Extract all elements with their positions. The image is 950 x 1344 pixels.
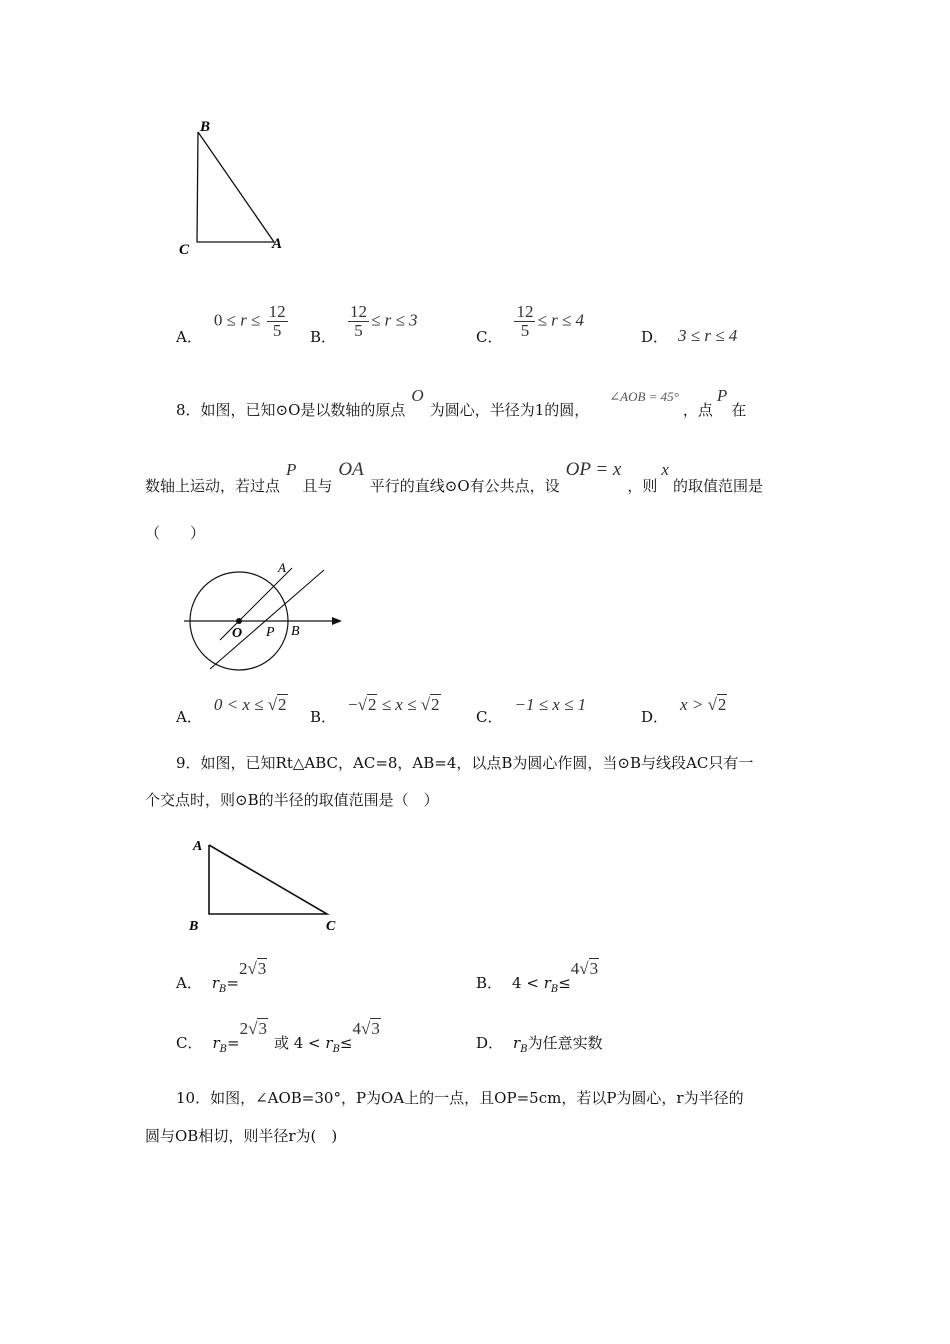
fig9-label-b: B [189,919,199,934]
q8-sym-p2: P [286,460,297,479]
q9-d-sub: B [520,1044,528,1055]
q9-c-value2 [353,1019,381,1038]
q9-option-d-letter: D． [476,1034,504,1052]
fig7-label-b: B [200,119,211,135]
q8-text-1a: 8．如图，已知⊙O是以数轴的原点 [176,401,406,419]
q8-sym-o: O [411,386,424,405]
q8-option-d[interactable] [641,694,727,724]
circle-numberline-figure-q8 [180,558,350,673]
q8-line-1 [176,386,746,426]
q9-a-eq: = [226,974,239,992]
q7-c-den: 5 [520,320,530,340]
q9-c-or: 或 [273,1034,289,1052]
fig8-label-p: P [266,625,275,640]
q8-b-sqrt-1: √2 [357,695,377,714]
q9-d-text: 为任意实数 [527,1034,603,1052]
fig8-label-b: B [291,624,300,639]
q8-answer-paren: （ ） [145,524,206,542]
q9-b-sqrt-radicand: 3 [589,959,599,978]
q8-b-minus: − [348,695,358,714]
q8-option-c-expr: −1 ≤ x ≤ 1 [514,695,587,714]
q8-d-text: x > [680,695,708,714]
q9-option-b-expr [512,974,571,995]
q8-b-sqrt-1-radicand: 2 [367,695,377,714]
q9-option-b[interactable] [476,958,599,994]
q8-option-a[interactable] [176,694,288,724]
q7-option-c-letter: C． [476,327,503,346]
q9-c-expr2 [273,1034,353,1055]
q9-c-sqrt1-radicand: 3 [258,1019,267,1038]
q8-text-2e: 的取值范围是 [672,477,763,495]
q9-b-four-lt: 4 < [512,974,544,992]
q9-option-a-letter: A． [176,974,202,992]
q9-b-sub: B [550,984,559,995]
q8-text-1b: 为圆心，半径为1的圆， [429,401,590,419]
q8-option-a-expr [214,695,288,714]
q9-c-value1 [240,1019,268,1038]
q9-option-c[interactable] [176,1018,381,1054]
q7-a-num: 12 [268,301,286,321]
q10-line-2: 圆与OB相切，则半径r为( ) [145,1127,338,1145]
q7-c-num: 12 [516,301,534,321]
q9-c-coef1: 2 [239,1019,249,1038]
q7-a-r: r [240,309,247,329]
q8-text-2b: 且与 [302,477,333,495]
q8-a-text: 0 < x ≤ [213,695,268,714]
q9-c-eq: = [227,1034,240,1052]
q9-c-r1: r [212,1034,220,1052]
q9-c-r2: r [325,1034,333,1052]
q8-option-c[interactable] [476,694,586,724]
fig8-label-a: A [278,560,286,575]
q10-line-1: 10．如图，∠AOB=30°，P为OA上的一点，且OP=5cm，若以P为圆心，r为半径的 [176,1089,744,1107]
q9-c-sub2: B [332,1044,340,1055]
q8-text-1d: 在 [731,401,747,419]
q8-b-sqrt-2: √2 [420,695,440,714]
q7-option-d-expr: 3 ≤ r ≤ 4 [678,326,738,345]
q7-option-a-letter: A． [176,327,202,346]
q9-c-le: ≤ [339,1034,353,1052]
q7-c-rest: ≤ r ≤ 4 [537,309,585,329]
q8-option-d-letter: D． [641,708,669,726]
q8-a-sqrt: √2 [267,695,287,714]
q9-c-sqrt1: √3 [248,1019,267,1038]
q8-sym-oa: OA [338,459,364,480]
q9-a-r: r [211,974,220,992]
q9-option-d-expr [513,1034,603,1055]
q7-option-b[interactable] [310,300,418,350]
q9-a-sub: B [219,984,227,995]
q7-option-a-expr [214,303,290,340]
q8-text-2c: 平行的直线⊙O有公共点，设 [369,477,560,495]
q7-b-den: 5 [354,320,363,340]
q9-b-value [571,959,599,978]
q7-b-rest: ≤ r ≤ 3 [371,309,418,329]
q8-line-2 [145,460,763,500]
q8-text-2a: 数轴上运动，若过点 [145,477,281,495]
q8-text-2d: ，则 [627,477,658,495]
q7-b-fraction [348,303,369,340]
fig8-label-o: O [232,626,243,641]
q9-a-sqrt-radicand: 3 [257,959,267,978]
q9-c-sub1: B [219,1044,228,1055]
fig7-label-a: A [272,236,283,252]
q8-option-d-expr [680,695,727,714]
fig7-label-c: C [179,242,190,258]
q7-option-b-letter: B． [310,327,337,346]
q8-option-b-expr [348,695,441,714]
q9-option-c-letter: C． [176,1034,203,1052]
q9-b-sqrt: √3 [579,959,599,978]
q9-option-b-letter: B． [476,974,503,992]
q9-a-value [239,959,267,978]
q9-c-sqrt2-radicand: 3 [371,1019,380,1038]
q8-d-sqrt: √2 [707,695,727,714]
q8-text-1c: ，点 [682,401,713,419]
q8-b-mid: ≤ x ≤ [377,695,421,714]
q9-c-four-lt: 4 < [293,1034,326,1052]
q8-b-sqrt-2-radicand: 2 [431,695,440,714]
q9-option-c-expr1 [212,1034,240,1055]
q8-sym-opx: OP = x [565,459,622,480]
q8-option-c-letter: C． [476,708,503,726]
q7-a-left: 0 ≤ [213,309,241,329]
q9-c-coef2: 4 [352,1019,361,1038]
q9-option-d[interactable] [476,1018,603,1054]
q7-a-fraction [267,303,288,340]
triangle-figure-q7 [170,110,300,260]
q8-sym-x: x [661,460,669,479]
q7-c-fraction [514,303,535,340]
q9-a-coef: 2 [238,959,248,978]
q9-d-r: r [513,1034,521,1052]
q7-option-d[interactable] [641,300,737,350]
fig9-label-a: A [193,839,203,854]
q9-b-r: r [543,974,551,992]
q9-option-a[interactable] [176,958,267,994]
q7-option-d-letter: D． [641,327,669,346]
q8-sym-p: P [716,386,728,405]
q7-option-a[interactable] [176,300,290,350]
q7-option-b-expr [346,303,418,340]
fig9-label-c: C [326,919,336,934]
triangle-figure-q9 [185,830,355,940]
q7-a-den: 5 [272,320,282,340]
q7-b-num: 12 [350,301,368,321]
q8-option-a-letter: A． [176,708,202,726]
q9-b-coef: 4 [570,959,580,978]
q7-a-le: ≤ [246,309,265,329]
q9-a-sqrt: √3 [247,959,267,978]
q8-option-b[interactable] [310,694,441,724]
q7-option-c-expr [512,303,584,340]
q8-option-b-letter: B． [310,708,337,726]
q8-d-sqrt-radicand: 2 [717,695,727,714]
q7-option-c[interactable] [476,300,584,350]
q9-line-1: 9．如图，已知Rt△ABC，AC=8，AB=4，以点B为圆心作圆，当⊙B与线段AC只有一 [176,754,754,772]
q9-line-2: 个交点时，则⊙B的半径的取值范围是（ ） [145,791,439,809]
q9-c-sqrt2: √3 [361,1019,380,1038]
q9-option-a-expr [211,974,239,995]
q8-a-sqrt-radicand: 2 [278,695,287,714]
q9-b-le: ≤ [558,974,571,992]
q8-angle: ∠AOB = 45° [609,389,679,404]
